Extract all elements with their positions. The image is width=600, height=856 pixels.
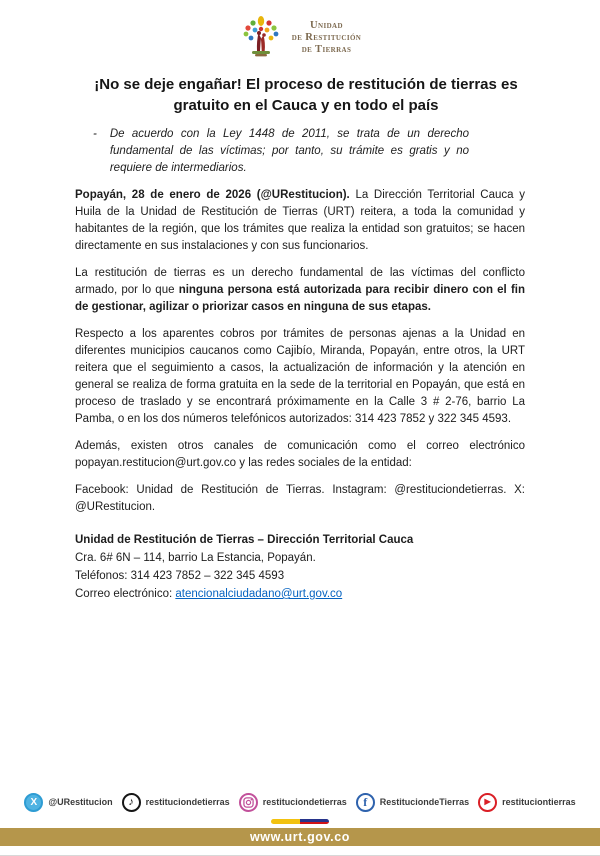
social-instagram-handle: restituciondetierras [262, 797, 347, 807]
paragraph-dateline [75, 187, 525, 255]
signature-email-line [75, 585, 525, 603]
social-row [0, 789, 600, 815]
social-tiktok-handle: restituciondetierras [145, 797, 230, 807]
website-bar [0, 828, 600, 846]
email-link[interactable]: atencionalciudadano@urt.gov.co [175, 588, 343, 600]
bullet-dash: - [93, 128, 97, 140]
x-icon: X [24, 793, 43, 812]
signature-block [75, 531, 525, 603]
social-instagram[interactable] [239, 793, 347, 812]
bullet-text: De acuerdo con la Ley 1448 de 2011, se trata de un derecho fundamental de las víctimas; por tanto, su trámite es gratis y no requiere de intermediarios. [109, 128, 469, 174]
warning-bold: ninguna persona está autorizada para recibir dinero con el fin de gestionar, agilizar o priorizar casos en ninguna de sus etapas. [75, 284, 525, 313]
signature-name: Unidad de Restitución de Tierras – Dirección Territorial Cauca [75, 534, 414, 546]
urt-logo-text: Unidad de Restitución de Tierras [291, 20, 362, 55]
instagram-icon [239, 793, 258, 812]
lead-bullet [93, 126, 469, 177]
social-facebook-handle: RestituciondeTierras [379, 797, 470, 807]
paragraph-warning [75, 265, 525, 316]
paragraph-social-handles: Facebook: Unidad de Restitución de Tierras. Instagram: @restituciondetierras. X: @URestitucion. [75, 484, 525, 513]
website-url[interactable]: www.urt.gov.co [249, 830, 351, 844]
email-label: Correo electrónico: [75, 588, 176, 600]
dateline-bold: Popayán, 28 de enero de 2026 (@URestitucion). [75, 189, 350, 201]
social-facebook[interactable] [356, 793, 469, 812]
dateline-rest: La Dirección Territorial Cauca y Huila de la Unidad de Restitución de Tierras (URT) reitera, a toda la comunidad y habitantes de la región, que los trámites que realiza la entidad son gratuitos; se hacen directamente en sus instalaciones y con sus funcionarios. [75, 189, 525, 252]
urt-logo [75, 14, 525, 62]
urt-tree-icon [239, 13, 283, 64]
youtube-icon: ▶ [478, 793, 497, 812]
warning-lead: La restitución de tierras es un derecho fundamental de las víctimas del conflicto armado, por lo que [75, 267, 525, 296]
paragraph-details: Respecto a los aparentes cobros por trámites de personas ajenas a la Unidad en diferentes municipios caucanos como Cajibío, Miranda, Popayán, entre otros, la URT reitera que el seguimiento a casos, la actualización de información y la atención en general se realiza de forma gratuita en la sede de la territorial en Popayán, que está en proceso de traslado y se encontrará próximamente en la Calle 3 # 2-76, barrio La Pamba, o en los dos números telefónicos autorizados: 314 423 7852 y 322 345 4593. [75, 328, 525, 425]
page-bottom-margin [0, 846, 600, 855]
signature-address: Cra. 6# 6N – 114, barrio La Estancia, Popayán. [75, 552, 316, 564]
press-release-title: ¡No se deje engañar! El proceso de restitución de tierras es gratuito en el Cauca y en todo el país [94, 76, 518, 114]
social-youtube-handle: restituciontierras [502, 797, 576, 807]
page-footer [0, 789, 600, 855]
paragraph-channels: Además, existen otros canales de comunicación como el correo electrónico popayan.restitucion@urt.gov.co y las redes sociales de la entidad: [75, 440, 525, 469]
signature-phones: Teléfonos: 314 423 7852 – 322 345 4593 [75, 570, 285, 582]
colombia-flag-divider [271, 819, 329, 824]
social-x[interactable] [24, 793, 112, 812]
social-tiktok[interactable] [122, 793, 230, 812]
facebook-icon: f [356, 793, 375, 812]
social-youtube[interactable] [478, 793, 576, 812]
tiktok-icon: ♪ [122, 793, 141, 812]
social-x-handle: @URestitucion [48, 797, 113, 807]
